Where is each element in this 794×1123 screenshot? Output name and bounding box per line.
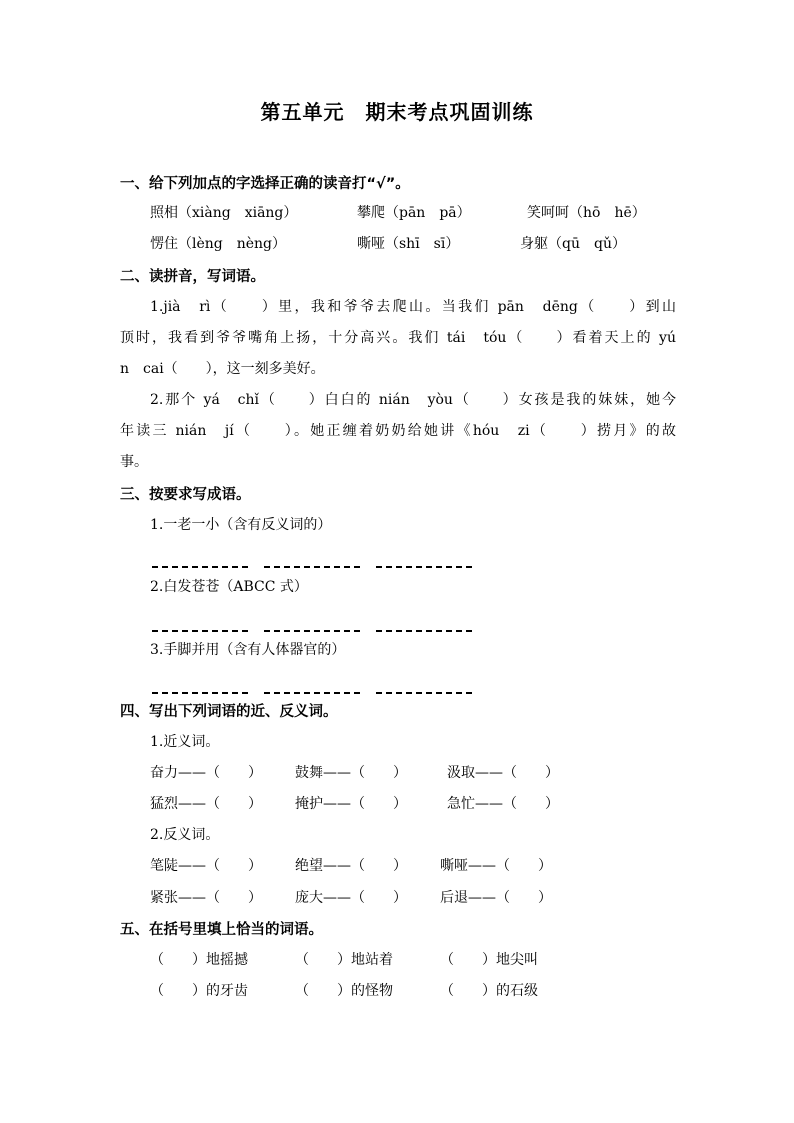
section-1-heading: 一、给下列加点的字选择正确的读音打“√”。 (120, 176, 410, 192)
fill-phrase: （ ）的牙齿 (150, 983, 248, 999)
synonym-item: 汲取——（ ） (447, 765, 559, 781)
synonym-item: 猛烈——（ ） (150, 796, 262, 812)
synonym-item: 鼓舞——（ ） (295, 765, 407, 781)
answer-blanks-1[interactable] (152, 556, 488, 572)
answer-blanks-2[interactable] (152, 620, 488, 636)
section-2-heading: 二、读拼音，写词语。 (120, 269, 265, 285)
synonym-item: 奋力——（ ） (150, 765, 262, 781)
idiom-prompt-1: 1.一老一小（含有反义词的） (150, 517, 332, 533)
synonym-item: 掩护——（ ） (295, 796, 407, 812)
section-3-heading: 三、按要求写成语。 (120, 487, 251, 503)
antonym-subheading: 2.反义词。 (150, 827, 220, 843)
fill-phrase: （ ）地尖叫 (440, 952, 538, 968)
antonym-item: 绝望——（ ） (295, 858, 407, 874)
fill-phrase: （ ）地站着 (295, 952, 393, 968)
passage-line: 顶时，我看到爷爷嘴角上扬，十分高兴。我们 tái tóu（ ）看着天上的 yú (120, 330, 676, 346)
pinyin-choice-2: 攀爬（pān pā） (357, 205, 471, 221)
passage-line: 2.那个 yá chǐ（ ）白白的 nián yòu（ ）女孩是我的妹妹，她今 (150, 392, 676, 408)
section-4-heading: 四、写出下列词语的近、反义词。 (120, 704, 338, 720)
pinyin-choice-3: 笑呵呵（hō hē） (527, 205, 646, 221)
passage-line: n cai（ ），这一刻多美好。 (120, 361, 325, 377)
synonym-item: 急忙——（ ） (447, 796, 559, 812)
pinyin-choice-5: 嘶哑（shī sī） (357, 236, 460, 252)
antonym-item: 笔陡——（ ） (150, 858, 262, 874)
antonym-item: 庞大——（ ） (295, 890, 407, 906)
fill-phrase: （ ）的石级 (440, 983, 538, 999)
antonym-item: 嘶哑——（ ） (440, 858, 552, 874)
pinyin-choice-1: 照相（xiàng xiāng） (150, 205, 298, 221)
section-5-heading: 五、在括号里填上恰当的词语。 (120, 922, 323, 938)
answer-blanks-3[interactable] (152, 682, 488, 698)
idiom-prompt-3: 3.手脚并用（含有人体器官的） (150, 642, 346, 658)
pinyin-choice-6: 身躯（qū qǔ） (520, 236, 626, 252)
pinyin-choice-4: 愣住（lèng nèng） (150, 236, 287, 252)
fill-phrase: （ ）地摇撼 (150, 952, 248, 968)
fill-phrase: （ ）的怪物 (295, 983, 393, 999)
passage-line: 事。 (120, 454, 148, 470)
idiom-prompt-2: 2.白发苍苍（ABCC 式） (150, 579, 308, 595)
passage-line: 1.jià rì（ ）里，我和爷爷去爬山。当我们 pān dēng（ ）到山 (150, 299, 676, 315)
passage-line: 年读三 nián jí（ ）。她正缠着奶奶给她讲《hóu zi（ ）捞月》的故 (120, 423, 676, 439)
synonym-subheading: 1.近义词。 (150, 734, 220, 750)
antonym-item: 后退——（ ） (440, 890, 552, 906)
page-title: 第五单元 期末考点巩固训练 (260, 100, 534, 124)
antonym-item: 紧张——（ ） (150, 890, 262, 906)
